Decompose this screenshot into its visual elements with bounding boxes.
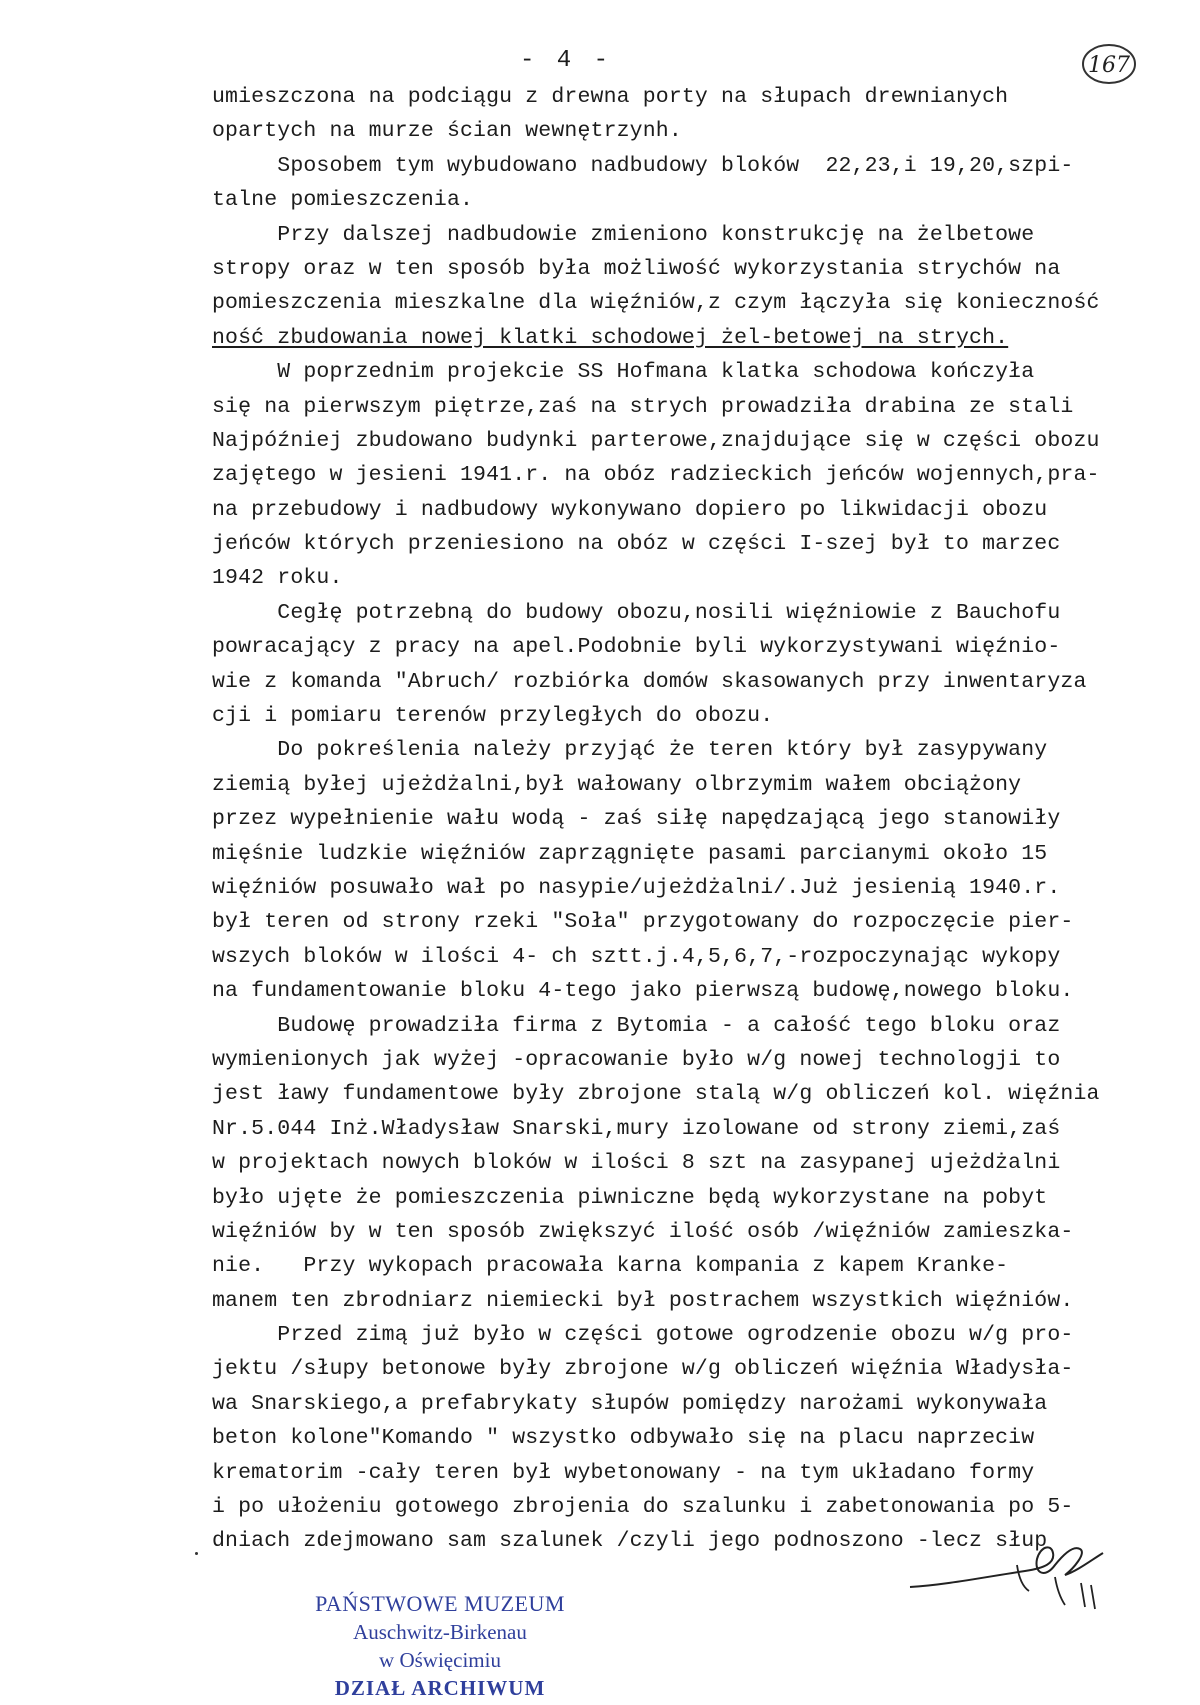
text-line: Przy dalszej nadbudowie zmieniono konstrukcję na żelbetowe (212, 222, 1035, 247)
text-line: wie z komanda "Abruch/ rozbiórka domów skasowanych przy inwentaryza (212, 669, 1087, 694)
text-line: Przed zimą już było w części gotowe ogrodzenie obozu w/g pro- (212, 1323, 1074, 1348)
text-line: jeńców których przeniesiono na obóz w części I-szej był to marzec (212, 532, 1061, 557)
text-line: manem ten zbrodniarz niemiecki był postrachem wszystkich więźniów. (212, 1288, 1074, 1313)
text-line: na przebudowy i nadbudowy wykonywano dopiero po likwidacji obozu (212, 497, 1048, 522)
text-line: na fundamentowanie bloku 4-tego jako pierwszą budowę,nowego bloku. (212, 979, 1074, 1004)
text-line: Cegłę potrzebną do budowy obozu,nosili więźniowie z Bauchofu (212, 600, 1061, 625)
text-line: w projektach nowych bloków w ilości 8 szt na zasypanej ujeżdżalni (212, 1151, 1061, 1176)
text-line: Do pokreślenia należy przyjąć że teren który był zasypywany (212, 738, 1048, 763)
text-line: i po ułożeniu gotowego zbrojenia do szalunku i zabetonowania po 5- (212, 1495, 1074, 1520)
text-line: powracający z pracy na apel.Podobnie byli wykorzystywani więźnio- (212, 635, 1061, 660)
stamp-location: w Oświęcimiu (379, 1648, 501, 1672)
text-line: był teren od strony rzeki "Soła" przygotowany do rozpoczęcie pier- (212, 910, 1074, 935)
archive-stamp (270, 1590, 610, 1702)
text-line: stropy oraz w ten sposób była możliwość wykorzystania strychów na (212, 256, 1061, 281)
text-line: jektu /słupy betonowe były zbrojone w/g obliczeń więźnia Władysła- (212, 1357, 1074, 1382)
text-line: talne pomieszczenia. (212, 188, 474, 213)
text-line: opartych na murze ścian wewnętrzynh. (212, 119, 682, 144)
text-line: Najpóźniej zbudowano budynki parterowe,znajdujące się w części obozu (212, 428, 1100, 453)
stamp-name: Auschwitz-Birkenau (353, 1620, 527, 1644)
text-line: W poprzednim projekcie SS Hofmana klatka schodowa kończyła (212, 360, 1035, 385)
text-line: dniach zdejmowano sam szalunek /czyli jego podnoszono -lecz słup (212, 1529, 1048, 1554)
text-line: nie. Przy wykopach pracowała karna kompania z kapem Kranke- (212, 1254, 1009, 1279)
text-line-underlined: ność zbudowania nowej klatki schodowej żel-betowej na strych. (212, 325, 1009, 350)
text-line: wszych bloków w ilości 4- ch sztt.j.4,5,6,7,-rozpoczynając wykopy (212, 944, 1061, 969)
text-line: Nr.5.044 Inż.Władysław Snarski,mury izolowane od strony ziemi,zaś (212, 1116, 1061, 1141)
text-line: mięśnie ludzkie więźniów zaprzągnięte pasami parcianymi około 15 (212, 841, 1048, 866)
handwritten-signature (905, 1535, 1115, 1615)
page-number: - 4 - (520, 47, 613, 74)
text-line: beton kolone"Komando " wszystko odbywało się na placu naprzeciw (212, 1426, 1035, 1451)
text-line: 1942 roku. (212, 566, 343, 591)
text-line: więźniów posuwało wał po nasypie/ujeżdżalni/.Już jesienią 1940.r. (212, 875, 1061, 900)
text-line: ziemią byłej ujeżdżalni,był wałowany olbrzymim wałem obciążony (212, 772, 1022, 797)
text-line: wa Snarskiego,a prefabrykaty słupów pomiędzy narożami wykonywała (212, 1391, 1048, 1416)
text-line: więźniów by w ten sposób zwiększyć ilość osób /więźniów zamieszka- (212, 1219, 1074, 1244)
text-line: Budowę prowadziła firma z Bytomia - a całość tego bloku oraz (212, 1013, 1061, 1038)
margin-mark (195, 1552, 198, 1555)
stamp-institution: PAŃSTWOWE MUZEUM (315, 1591, 565, 1616)
typed-text-body (212, 80, 1172, 1559)
text-line: pomieszczenia mieszkalne dla więźniów,z czym łączyła się konieczność (212, 291, 1100, 316)
text-line: Sposobem tym wybudowano nadbudowy bloków 22,23,i 19,20,szpi- (212, 153, 1074, 178)
text-line: cji i pomiaru terenów przyległych do obozu. (212, 704, 774, 729)
signature-scribble (905, 1535, 1115, 1615)
folio-label: 167 (1088, 53, 1130, 78)
text-line: krematorim -cały teren był wybetonowany - na tym układano formy (212, 1460, 1035, 1485)
text-line: było ujęte że pomieszczenia piwniczne będą wykorzystane na pobyt (212, 1185, 1048, 1210)
text-line: jest ławy fundamentowe były zbrojone stalą w/g obliczeń kol. więźnia (212, 1082, 1100, 1107)
text-line: się na pierwszym piętrze,zaś na strych prowadziła drabina ze stali (212, 394, 1074, 419)
text-line: przez wypełnienie wału wodą - zaś siłę napędzającą jego stanowiły (212, 807, 1061, 832)
stamp-department: DZIAŁ ARCHIWUM (334, 1676, 546, 1700)
text-line: umieszczona na podciągu z drewna porty na słupach drewnianych (212, 85, 1009, 109)
text-line: wymienionych jak wyżej -opracowanie było w/g nowej technologji to (212, 1047, 1061, 1072)
text-line: zajętego w jesieni 1941.r. na obóz radzieckich jeńców wojennych,pra- (212, 463, 1100, 488)
